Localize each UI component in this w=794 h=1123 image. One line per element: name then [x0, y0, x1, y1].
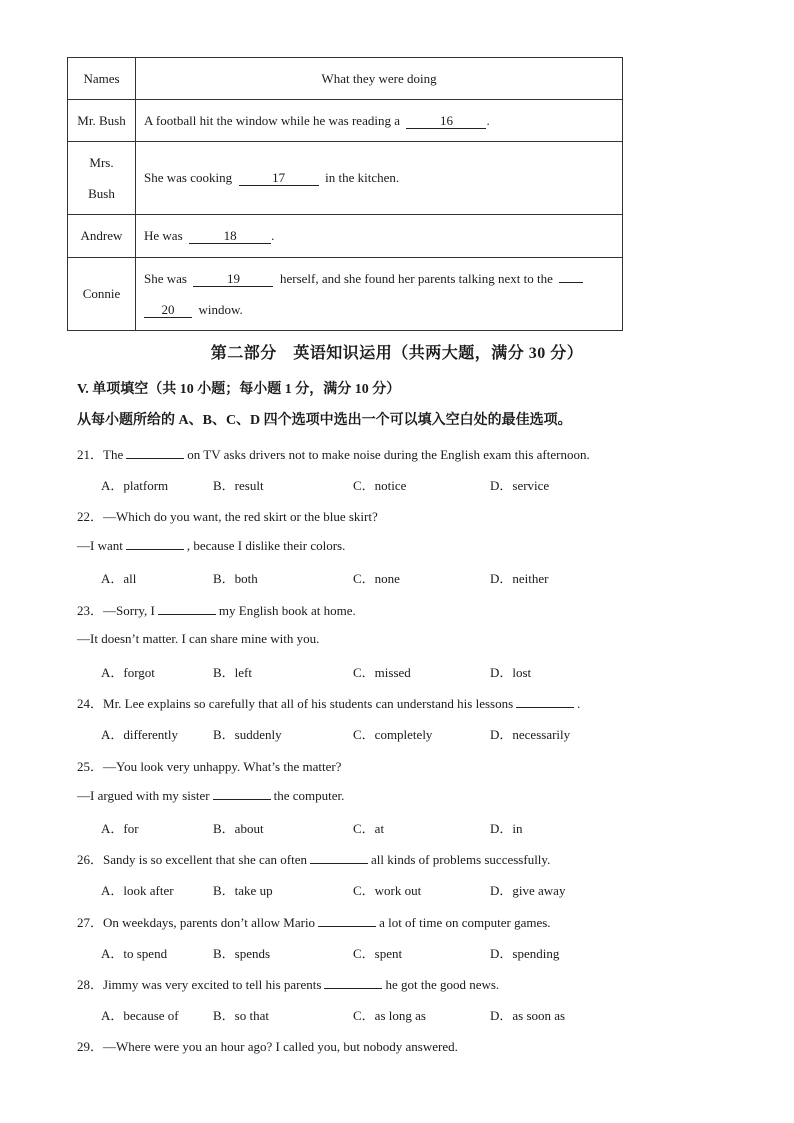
answer-blank	[310, 851, 368, 864]
question-24: 24．Mr. Lee explains so carefully that all of his students can understand his lessons .	[77, 696, 581, 711]
option-c: C．none	[353, 571, 400, 586]
header-names: Names	[68, 58, 136, 100]
question-23: 23．—Sorry, I my English book at home.	[77, 603, 356, 618]
table-row	[68, 100, 623, 142]
option-a: A．all	[101, 571, 137, 586]
option-d: D．neither	[490, 571, 549, 586]
answer-blank	[158, 602, 216, 615]
blank-17: 17	[239, 171, 319, 186]
option-a: A．differently	[101, 727, 179, 742]
answer-blank	[126, 446, 184, 459]
answer-blank	[516, 695, 574, 708]
table-row	[68, 215, 623, 258]
option-d: D．give away	[490, 883, 566, 898]
answer-blank	[213, 787, 271, 800]
option-d: D．necessarily	[490, 727, 571, 742]
option-a: A．look after	[101, 883, 174, 898]
answer-blank	[324, 976, 382, 989]
section-title: 第二部分 英语知识运用（共两大题，满分 30 分）	[210, 345, 584, 362]
option-a: A．forgot	[101, 665, 155, 680]
option-b: B．left	[213, 665, 252, 680]
option-a: A．to spend	[101, 946, 168, 961]
row-name: Connie	[68, 258, 136, 331]
row-name: Mr. Bush	[68, 100, 136, 142]
blank-20: 20	[144, 303, 192, 318]
blank-19: 19	[193, 272, 273, 287]
table-row	[68, 258, 623, 331]
question-22: 22．—Which do you want, the red skirt or the blue skirt?	[77, 509, 378, 524]
option-d: D．in	[490, 821, 523, 836]
option-c: C．at	[353, 821, 385, 836]
activity-table	[67, 57, 623, 331]
row-name: Mrs. Bush	[68, 142, 136, 215]
row-description: She was cooking 17 in the kitchen.	[136, 142, 623, 215]
row-description: A football hit the window while he was reading a 16 .	[136, 100, 623, 142]
option-a: A．platform	[101, 478, 169, 493]
table-header-row	[68, 58, 623, 100]
option-c: C．notice	[353, 478, 407, 493]
part-heading: V. 单项填空（共 10 小题；每小题 1 分，满分 10 分）	[77, 382, 401, 397]
question-22-line2: —I want , because I dislike their colors.	[77, 538, 346, 553]
option-a: A．because of	[101, 1008, 179, 1023]
table-row	[68, 142, 623, 215]
answer-blank	[126, 537, 184, 550]
option-d: D．spending	[490, 946, 560, 961]
question-25-line2: —I argued with my sister the computer.	[77, 788, 345, 803]
option-c: C．completely	[353, 727, 433, 742]
header-what-doing: What they were doing	[136, 58, 623, 100]
option-a: A．for	[101, 821, 139, 836]
option-c: C．spent	[353, 946, 403, 961]
blank-18: 18	[189, 229, 271, 244]
option-b: B．spends	[213, 946, 271, 961]
option-d: D．as soon as	[490, 1008, 566, 1023]
option-b: B．about	[213, 821, 264, 836]
option-d: D．lost	[490, 665, 532, 680]
option-c: C．work out	[353, 883, 422, 898]
row-description: He was 18 .	[136, 215, 623, 258]
option-b: B．result	[213, 478, 264, 493]
question-23-line2: —It doesn’t matter. I can share mine with you.	[77, 631, 320, 646]
option-c: C．missed	[353, 665, 411, 680]
option-c: C．as long as	[353, 1008, 426, 1023]
answer-blank	[318, 914, 376, 927]
question-26: 26．Sandy is so excellent that she can often all kinds of problems successfully.	[77, 852, 551, 867]
question-28: 28．Jimmy was very excited to tell his parents he got the good news.	[77, 977, 500, 992]
option-b: B．so that	[213, 1008, 269, 1023]
option-b: B．take up	[213, 883, 273, 898]
question-25: 25．—You look very unhappy. What’s the matter?	[77, 759, 342, 774]
question-21: 21．The on TV asks drivers not to make noise during the English exam this afternoon.	[77, 447, 590, 462]
row-description: She was 19 herself, and she found her parents talking next to the 20 window.	[136, 258, 623, 331]
option-b: B．both	[213, 571, 258, 586]
option-b: B．suddenly	[213, 727, 282, 742]
question-27: 27．On weekdays, parents don’t allow Mario a lot of time on computer games.	[77, 915, 551, 930]
option-d: D．service	[490, 478, 550, 493]
instruction: 从每小题所给的 A、B、C、D 四个选项中选出一个可以填入空白处的最佳选项。	[77, 413, 572, 428]
question-29: 29．—Where were you an hour ago? I called you, but nobody answered.	[77, 1039, 458, 1054]
blank-16: 16	[406, 114, 486, 129]
row-name: Andrew	[68, 215, 136, 258]
